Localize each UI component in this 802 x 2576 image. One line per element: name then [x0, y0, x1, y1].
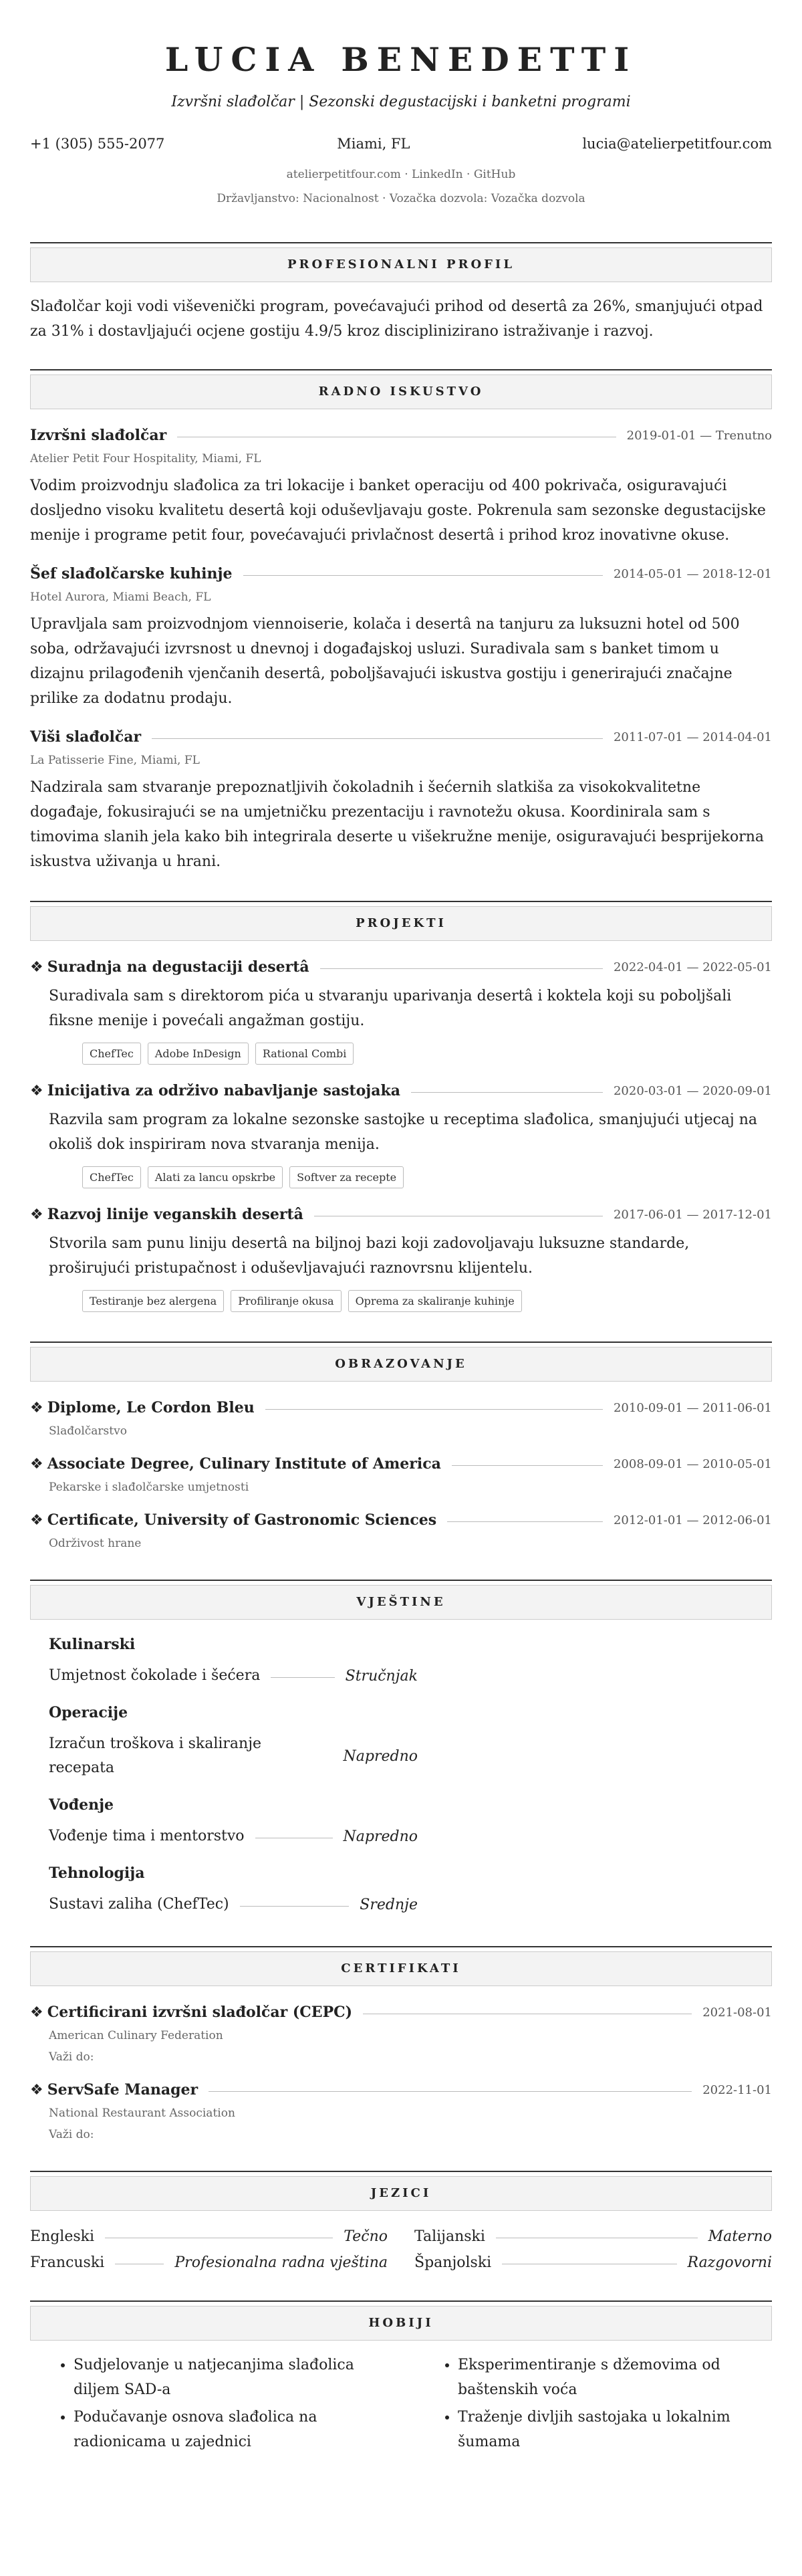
profile-text: Slađolčar koji vodi viševenički program, povećavajući prihod od desertâ za 26%, smanjujući otpad za 31% i dostavljajući ocjene gostiju 4.9/5 kroz disciplinizirano istraživanje i razvoj.	[30, 298, 763, 340]
job-company: La Patisserie Fine, Miami, FL	[30, 754, 200, 767]
job-entry	[30, 565, 772, 711]
job-description: Vodim proizvodnju slađolica za tri lokacije i banket operaciju od 400 pokrivača, osiguravajući dosljedno visoku kvalitetu desertâ koji oduševljavaju goste. Pokrenula sam sezonske degustacijske menije i programe petit four, povećavajući privlačnost desertâ i prihod kroz inovativne okuse.	[30, 477, 766, 544]
skill-name: Sustavi zaliha (ChefTec)	[49, 1896, 229, 1913]
resume-page	[30, 0, 772, 2454]
language-name: Engleski	[30, 2228, 95, 2245]
project-description: Razvila sam program za lokalne sezonske sastojke u receptima slađolica, smanjujući utjecaj na okoliš dok inspiriram nova stvaranja menija.	[49, 1111, 757, 1153]
certification-entry	[30, 2081, 772, 2141]
project-entry	[30, 1082, 772, 1188]
education-field: Održivost hrane	[49, 1537, 142, 1550]
resume-header	[30, 40, 772, 205]
education-entry	[30, 1399, 772, 1438]
education-field: Pekarske i slađolčarske umjetnosti	[49, 1481, 249, 1494]
tag: Softver za recepte	[289, 1166, 404, 1188]
skill-category: Vođenje	[49, 1796, 114, 1814]
profile-section	[30, 242, 772, 344]
certification-date: 2022-11-01	[702, 2082, 772, 2097]
section-title: PROJEKTI	[30, 906, 772, 941]
tag: Adobe InDesign	[148, 1043, 249, 1065]
education-entry	[30, 1511, 772, 1550]
certification-valid: Važi do:	[49, 2128, 94, 2141]
section-title: HOBIJI	[30, 2306, 772, 2341]
skill-category: Tehnologija	[49, 1864, 145, 1882]
certification-name: ServSafe Manager	[47, 2081, 198, 2099]
job-dates: 2011-07-01 — 2014-04-01	[613, 730, 772, 744]
tag: Alati za lancu opskrbe	[148, 1166, 283, 1188]
project-description: Suradivala sam s direktorom pića u stvaranju uparivanja desertâ i koktela koji su poboljšali fiksne menije i povećali angažman gostiju.	[49, 988, 732, 1029]
skill-name: Izračun troškova i skaliranje recepata	[49, 1735, 262, 1776]
skill-name: Umjetnost čokolade i šećera	[49, 1667, 261, 1684]
skill-level: Srednje	[360, 1896, 418, 1913]
language-level: Razgovorni	[687, 2254, 772, 2271]
degree-name: Diplome, Le Cordon Bleu	[47, 1399, 255, 1416]
skill-level: Napredno	[343, 1828, 418, 1845]
job-company: Hotel Aurora, Miami Beach, FL	[30, 591, 211, 604]
language-item	[30, 2228, 388, 2245]
tag: ChefTec	[82, 1043, 141, 1065]
job-dates: 2019-01-01 — Trenutno	[626, 428, 772, 443]
hobbies-list-right	[414, 2350, 772, 2454]
section-title: OBRAZOVANJE	[30, 1347, 772, 1382]
diamond-bullet-icon: ❖	[30, 1399, 43, 1416]
language-item	[414, 2254, 772, 2271]
education-dates: 2010-09-01 — 2011-06-01	[613, 1400, 772, 1415]
certification-date: 2021-08-01	[702, 2005, 772, 2020]
degree-name: Certificate, University of Gastronomic Sciences	[47, 1511, 437, 1529]
diamond-bullet-icon: ❖	[30, 2081, 43, 2099]
project-tags	[30, 1043, 772, 1065]
diamond-bullet-icon: ❖	[30, 1206, 43, 1223]
education-entry	[30, 1455, 772, 1494]
skill-category: Operacije	[49, 1704, 128, 1721]
project-entry	[30, 958, 772, 1065]
skill-name: Vođenje tima i mentorstvo	[49, 1828, 245, 1844]
skill-level: Napredno	[343, 1747, 418, 1765]
project-entry	[30, 1206, 772, 1312]
hobbies-section	[30, 2300, 772, 2454]
diamond-bullet-icon: ❖	[30, 958, 43, 976]
language-item	[414, 2228, 772, 2245]
languages-section	[30, 2171, 772, 2271]
project-description: Stvorila sam punu liniju desertâ na biljnoj bazi koji zadovoljavaju luksuzne standarde, proširujući pristupačnost i oduševljavajući raznovrsnu klijentelu.	[49, 1235, 690, 1277]
profile-links[interactable]: atelierpetitfour.com · LinkedIn · GitHub	[286, 168, 516, 181]
education-section	[30, 1341, 772, 1550]
skill-group	[30, 1704, 772, 1780]
diamond-bullet-icon: ❖	[30, 1455, 43, 1473]
project-dates: 2022-04-01 — 2022-05-01	[613, 960, 772, 974]
job-company: Atelier Petit Four Hospitality, Miami, FL	[30, 452, 261, 465]
skills-section	[30, 1580, 772, 1917]
location: Miami, FL	[337, 136, 410, 152]
certification-issuer: American Culinary Federation	[49, 2029, 223, 2042]
project-dates: 2017-06-01 — 2017-12-01	[613, 1207, 772, 1222]
skill-level: Stručnjak	[345, 1667, 418, 1685]
tag: Rational Combi	[255, 1043, 354, 1065]
section-title: VJEŠTINE	[30, 1585, 772, 1620]
contact-row	[30, 136, 772, 152]
diamond-bullet-icon: ❖	[30, 1511, 43, 1529]
language-name: Francuski	[30, 2254, 105, 2271]
education-dates: 2008-09-01 — 2010-05-01	[613, 1457, 772, 1471]
job-title: Izvršni slađolčar	[30, 427, 167, 444]
section-title: RADNO ISKUSTVO	[30, 374, 772, 409]
diamond-bullet-icon: ❖	[30, 2004, 43, 2021]
project-tags	[30, 1166, 772, 1188]
candidate-name: LUCIA BENEDETTI	[164, 40, 638, 79]
tag: Profiliranje okusa	[231, 1290, 341, 1312]
certification-name: Certificirani izvršni slađolčar (CEPC)	[47, 2004, 353, 2021]
hobby-item: • Eksperimentiranje s džemovima od baštenskih voća	[458, 2353, 772, 2402]
email[interactable]: lucia@atelierpetitfour.com	[582, 136, 772, 152]
project-dates: 2020-03-01 — 2020-09-01	[613, 1083, 772, 1098]
language-name: Španjolski	[414, 2254, 492, 2271]
job-entry	[30, 728, 772, 874]
project-name: Razvoj linije veganskih desertâ	[47, 1206, 303, 1223]
job-description: Nadzirala sam stvaranje prepoznatljivih čokoladnih i šećernih slatkiša za visokokvalitetne događaje, fokusirajući se na umjetničku prezentaciju i ravnotežu okusa. Koordinirala sam s timovima slanih jela kako bih integrirala deserte u višekružne menije, osiguravajući besprijekorna iskustva uživanja u hrani.	[30, 779, 765, 870]
diamond-bullet-icon: ❖	[30, 1082, 43, 1099]
job-description: Upravljala sam proizvodnjom viennoiserie, kolača i desertâ na tanjuru za luksuzni hotel od 500 soba, održavajući izvrsnost u dnevnoj i događajskoj usluzi. Suradivala sam s banket timom u dizajnu prilagođenih vjenčanih desertâ, poboljšavajući iskustva gostiju i generirajući značajne prilike za dodatnu prodaju.	[30, 616, 740, 707]
skill-group	[30, 1864, 772, 1917]
job-title: Viši slađolčar	[30, 728, 142, 746]
section-title: JEZICI	[30, 2176, 772, 2211]
language-level: Tečno	[344, 2228, 388, 2245]
education-field: Slađolčarstvo	[49, 1424, 127, 1438]
projects-section	[30, 901, 772, 1312]
tag: ChefTec	[82, 1166, 141, 1188]
skill-group	[30, 1796, 772, 1848]
certification-entry	[30, 2004, 772, 2064]
candidate-subtitle: Izvršni slađolčar | Sezonski degustacijski i banketni programi	[171, 94, 631, 110]
language-level: Profesionalna radna vještina	[174, 2254, 388, 2271]
job-entry	[30, 427, 772, 548]
certifications-section	[30, 1946, 772, 2141]
project-name: Suradnja na degustaciji desertâ	[47, 958, 309, 976]
skill-group	[30, 1636, 772, 1688]
section-title: PROFESIONALNI PROFIL	[30, 247, 772, 282]
project-name: Inicijativa za održivo nabavljanje sastojaka	[47, 1082, 401, 1099]
language-level: Materno	[708, 2228, 772, 2245]
hobby-item: • Sudjelovanje u natjecanjima slađolica diljem SAD-a	[74, 2353, 388, 2402]
job-title: Šef slađolčarske kuhinje	[30, 565, 233, 582]
hobby-item: • Podučavanje osnova slađolica na radionicama u zajednici	[74, 2405, 388, 2454]
hobby-item: • Traženje divljih sastojaka u lokalnim šumama	[458, 2405, 772, 2454]
section-title: CERTIFIKATI	[30, 1951, 772, 1986]
job-dates: 2014-05-01 — 2018-12-01	[613, 566, 772, 581]
citizenship-line: Državljanstvo: Nacionalnost · Vozačka dozvola: Vozačka dozvola	[217, 192, 585, 205]
project-tags	[30, 1290, 772, 1312]
tag: Testiranje bez alergena	[82, 1290, 224, 1312]
hobbies-list-left	[30, 2350, 388, 2454]
experience-section	[30, 369, 772, 874]
skill-category: Kulinarski	[49, 1636, 136, 1653]
phone: +1 (305) 555-2077	[30, 136, 165, 152]
degree-name: Associate Degree, Culinary Institute of America	[47, 1455, 441, 1473]
certification-issuer: National Restaurant Association	[49, 2107, 235, 2120]
education-dates: 2012-01-01 — 2012-06-01	[613, 1513, 772, 1527]
language-name: Talijanski	[414, 2228, 485, 2245]
language-item	[30, 2254, 388, 2271]
tag: Oprema za skaliranje kuhinje	[348, 1290, 522, 1312]
certification-valid: Važi do:	[49, 2050, 94, 2064]
